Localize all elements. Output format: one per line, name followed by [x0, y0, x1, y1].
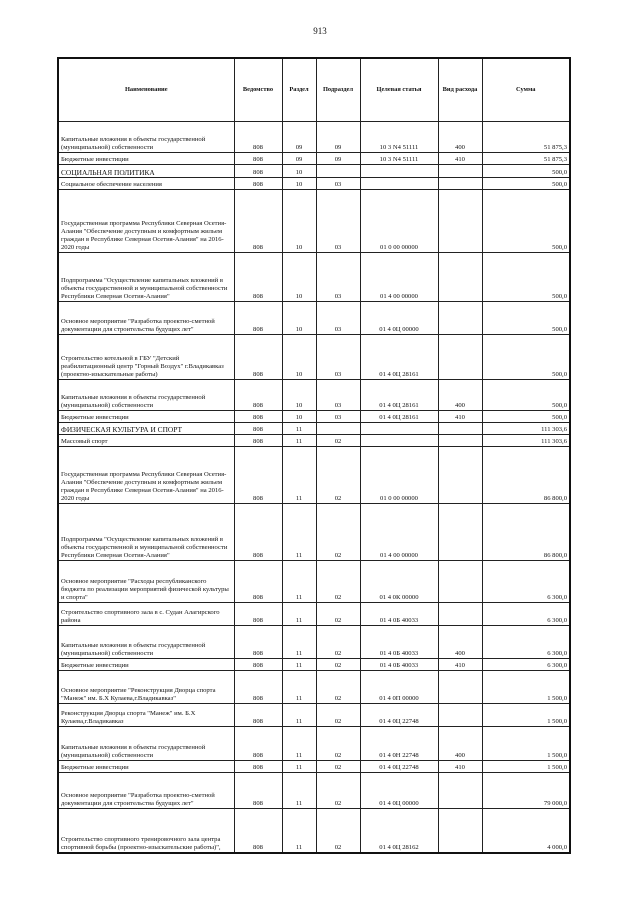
table-row — [58, 165, 570, 178]
cell-section: 10 — [282, 380, 316, 411]
cell-exp-type: 400 — [438, 380, 482, 411]
cell-target: 01 4 0Ц 00000 — [360, 773, 438, 809]
cell-amount: 1 500,0 — [482, 671, 570, 704]
cell-subsection: 09 — [316, 122, 360, 153]
cell-name: Подпрограмма "Осуществление капитальных вложений в объекты государственной и муниципальной собственности Республики Северная Осетия-Алания" — [58, 253, 234, 302]
cell-name: Бюджетные инвестиции — [58, 659, 234, 671]
cell-dept: 808 — [234, 178, 282, 190]
cell-exp-type — [438, 423, 482, 435]
cell-name: ФИЗИЧЕСКАЯ КУЛЬТУРА И СПОРТ — [58, 423, 234, 435]
cell-section: 11 — [282, 603, 316, 626]
cell-exp-type — [438, 809, 482, 854]
page-number: 913 — [313, 26, 327, 36]
cell-dept: 808 — [234, 335, 282, 380]
cell-section: 09 — [282, 153, 316, 165]
cell-dept: 808 — [234, 122, 282, 153]
table-row — [58, 504, 570, 561]
table-row — [58, 411, 570, 423]
cell-exp-type — [438, 671, 482, 704]
cell-subsection: 03 — [316, 178, 360, 190]
cell-name: Основное мероприятие "Расходы республиканского бюджета по реализации мероприятий физической культуры и спорта" — [58, 561, 234, 603]
cell-amount: 1 500,0 — [482, 761, 570, 773]
cell-exp-type — [438, 165, 482, 178]
cell-target: 01 0 00 00000 — [360, 447, 438, 504]
cell-subsection — [316, 423, 360, 435]
table-row — [58, 435, 570, 447]
cell-amount: 1 500,0 — [482, 704, 570, 727]
cell-name: Реконструкция Дворца спорта "Манеж" им. Б.Х Кулаева,г.Владикавказ — [58, 704, 234, 727]
cell-amount: 500,0 — [482, 411, 570, 423]
header-section: Раздел — [282, 58, 316, 122]
cell-dept: 808 — [234, 704, 282, 727]
cell-amount: 51 875,3 — [482, 122, 570, 153]
table-row — [58, 253, 570, 302]
cell-target — [360, 178, 438, 190]
cell-exp-type: 410 — [438, 659, 482, 671]
table-row — [58, 626, 570, 659]
cell-name: Строительство спортивного зала в с. Судан Алагирского района — [58, 603, 234, 626]
cell-dept: 808 — [234, 761, 282, 773]
cell-exp-type — [438, 561, 482, 603]
cell-target: 01 4 0Н 22748 — [360, 727, 438, 761]
header-dept: Ведомство — [234, 58, 282, 122]
table-row — [58, 423, 570, 435]
cell-name: Бюджетные инвестиции — [58, 153, 234, 165]
table-row — [58, 302, 570, 335]
cell-exp-type — [438, 178, 482, 190]
cell-exp-type: 400 — [438, 727, 482, 761]
cell-subsection: 02 — [316, 671, 360, 704]
cell-target: 01 4 0Б 40033 — [360, 626, 438, 659]
cell-exp-type — [438, 773, 482, 809]
cell-subsection: 02 — [316, 809, 360, 854]
cell-name: Строительство спортивного тренировочного зала центра спортивной борьбы (проектно-изыскательские работы)", — [58, 809, 234, 854]
cell-name: Капитальные вложения в объекты государственной (муниципальной) собственности — [58, 122, 234, 153]
cell-exp-type: 410 — [438, 411, 482, 423]
table-row — [58, 603, 570, 626]
cell-name: Капитальные вложения в объекты государственной (муниципальной) собственности — [58, 626, 234, 659]
cell-subsection: 02 — [316, 704, 360, 727]
cell-section: 10 — [282, 335, 316, 380]
cell-section: 10 — [282, 178, 316, 190]
cell-section: 11 — [282, 504, 316, 561]
cell-amount: 500,0 — [482, 190, 570, 253]
cell-dept: 808 — [234, 626, 282, 659]
cell-exp-type — [438, 504, 482, 561]
cell-section: 11 — [282, 773, 316, 809]
table-row — [58, 809, 570, 854]
cell-amount: 500,0 — [482, 165, 570, 178]
cell-name: Государственная программа Республики Северная Осетия-Алания "Обеспечение доступным и комфортным жильем граждан в Республике Северная Осетия-Алания" на 2016-2020 годы — [58, 447, 234, 504]
cell-amount: 86 800,0 — [482, 447, 570, 504]
table-row — [58, 773, 570, 809]
cell-exp-type — [438, 603, 482, 626]
cell-dept: 808 — [234, 773, 282, 809]
cell-amount: 6 300,0 — [482, 561, 570, 603]
cell-subsection: 02 — [316, 773, 360, 809]
cell-dept: 808 — [234, 435, 282, 447]
cell-section: 11 — [282, 626, 316, 659]
cell-exp-type — [438, 253, 482, 302]
header-target: Целевая статья — [360, 58, 438, 122]
cell-subsection: 02 — [316, 659, 360, 671]
cell-subsection: 03 — [316, 190, 360, 253]
cell-name: Основное мероприятие "Реконструкция Дворца спорта "Манеж" им. Б.Х Кулаева,г.Владикавказ" — [58, 671, 234, 704]
cell-dept: 808 — [234, 603, 282, 626]
cell-section: 11 — [282, 423, 316, 435]
cell-target: 01 4 0Ц 28161 — [360, 411, 438, 423]
cell-section: 11 — [282, 727, 316, 761]
cell-name: Социальное обеспечение населения — [58, 178, 234, 190]
cell-dept: 808 — [234, 253, 282, 302]
table-row — [58, 380, 570, 411]
cell-dept: 808 — [234, 380, 282, 411]
cell-exp-type: 410 — [438, 761, 482, 773]
cell-target: 01 4 0Ц 22748 — [360, 704, 438, 727]
cell-subsection: 02 — [316, 603, 360, 626]
cell-target — [360, 165, 438, 178]
cell-section: 11 — [282, 704, 316, 727]
cell-name: Капитальные вложения в объекты государственной (муниципальной) собственности — [58, 380, 234, 411]
cell-name: СОЦИАЛЬНАЯ ПОЛИТИКА — [58, 165, 234, 178]
header-exp-type: Вид расхода — [438, 58, 482, 122]
cell-section: 11 — [282, 671, 316, 704]
cell-dept: 808 — [234, 727, 282, 761]
cell-amount: 500,0 — [482, 253, 570, 302]
cell-subsection: 02 — [316, 435, 360, 447]
cell-exp-type — [438, 302, 482, 335]
cell-target: 01 4 0Ц 28161 — [360, 335, 438, 380]
table-row — [58, 704, 570, 727]
cell-dept: 808 — [234, 671, 282, 704]
cell-target: 01 4 00 00000 — [360, 253, 438, 302]
header-row — [58, 58, 570, 122]
cell-exp-type: 400 — [438, 122, 482, 153]
cell-target: 01 4 0Ц 28161 — [360, 380, 438, 411]
cell-section: 11 — [282, 761, 316, 773]
cell-target — [360, 423, 438, 435]
table-row — [58, 659, 570, 671]
cell-amount: 111 303,6 — [482, 435, 570, 447]
cell-target — [360, 435, 438, 447]
table-row — [58, 761, 570, 773]
table-row — [58, 190, 570, 253]
table-row — [58, 122, 570, 153]
cell-name: Строительство котельной в ГБУ "Детский реабилитационный центр "Горный Воздух" г.Владикавказ (проектно-изыскательные работы) — [58, 335, 234, 380]
cell-subsection — [316, 165, 360, 178]
table-row — [58, 335, 570, 380]
cell-subsection: 03 — [316, 380, 360, 411]
cell-section: 11 — [282, 447, 316, 504]
cell-target: 01 0 00 00000 — [360, 190, 438, 253]
header-name: Наименование — [58, 58, 234, 122]
cell-section: 10 — [282, 165, 316, 178]
cell-target: 01 4 0Б 40033 — [360, 659, 438, 671]
cell-subsection: 03 — [316, 302, 360, 335]
cell-exp-type: 400 — [438, 626, 482, 659]
cell-amount: 500,0 — [482, 178, 570, 190]
cell-subsection: 02 — [316, 447, 360, 504]
cell-subsection: 02 — [316, 626, 360, 659]
cell-section: 11 — [282, 809, 316, 854]
cell-name: Массовый спорт — [58, 435, 234, 447]
cell-dept: 808 — [234, 423, 282, 435]
cell-amount: 4 000,0 — [482, 809, 570, 854]
cell-section: 11 — [282, 561, 316, 603]
cell-amount: 6 300,0 — [482, 626, 570, 659]
cell-subsection: 02 — [316, 561, 360, 603]
table-row — [58, 727, 570, 761]
cell-dept: 808 — [234, 504, 282, 561]
cell-exp-type — [438, 190, 482, 253]
cell-amount: 500,0 — [482, 380, 570, 411]
cell-name: Основное мероприятие "Разработка проектно-сметной документации для строительства будущих лет" — [58, 773, 234, 809]
cell-exp-type — [438, 435, 482, 447]
cell-amount: 51 875,3 — [482, 153, 570, 165]
cell-target: 01 4 00 00000 — [360, 504, 438, 561]
cell-name: Бюджетные инвестиции — [58, 411, 234, 423]
cell-amount: 6 300,0 — [482, 659, 570, 671]
cell-target: 10 3 N4 51111 — [360, 122, 438, 153]
cell-subsection: 03 — [316, 335, 360, 380]
cell-subsection: 02 — [316, 761, 360, 773]
cell-name: Государственная программа Республики Северная Осетия-Алания "Обеспечение доступным и комфортным жильем граждан в Республике Северная Осетия-Алания" на 2016-2020 годы — [58, 190, 234, 253]
table-row — [58, 447, 570, 504]
cell-target: 01 4 0Ц 00000 — [360, 302, 438, 335]
header-amount: Сумма — [482, 58, 570, 122]
cell-target: 01 4 0К 00000 — [360, 561, 438, 603]
cell-section: 11 — [282, 659, 316, 671]
cell-subsection: 02 — [316, 504, 360, 561]
table-row — [58, 671, 570, 704]
cell-section: 10 — [282, 253, 316, 302]
cell-amount: 111 303,6 — [482, 423, 570, 435]
cell-section: 10 — [282, 411, 316, 423]
table-row — [58, 178, 570, 190]
cell-target: 01 4 0Б 40033 — [360, 603, 438, 626]
cell-subsection: 09 — [316, 153, 360, 165]
cell-dept: 808 — [234, 659, 282, 671]
cell-dept: 808 — [234, 302, 282, 335]
cell-section: 10 — [282, 302, 316, 335]
cell-dept: 808 — [234, 809, 282, 854]
cell-dept: 808 — [234, 411, 282, 423]
cell-subsection: 02 — [316, 727, 360, 761]
cell-dept: 808 — [234, 561, 282, 603]
table-row — [58, 153, 570, 165]
cell-target: 01 4 0Ц 28162 — [360, 809, 438, 854]
cell-exp-type — [438, 335, 482, 380]
cell-section: 11 — [282, 435, 316, 447]
cell-name: Капитальные вложения в объекты государственной (муниципальной) собственности — [58, 727, 234, 761]
cell-amount: 500,0 — [482, 302, 570, 335]
cell-dept: 808 — [234, 447, 282, 504]
cell-exp-type — [438, 704, 482, 727]
cell-subsection: 03 — [316, 253, 360, 302]
budget-table — [57, 57, 571, 854]
cell-dept: 808 — [234, 153, 282, 165]
cell-amount: 79 000,0 — [482, 773, 570, 809]
cell-name: Бюджетные инвестиции — [58, 761, 234, 773]
cell-section: 10 — [282, 190, 316, 253]
cell-dept: 808 — [234, 190, 282, 253]
cell-amount: 1 500,0 — [482, 727, 570, 761]
cell-section: 09 — [282, 122, 316, 153]
cell-exp-type: 410 — [438, 153, 482, 165]
cell-target: 10 3 N4 51111 — [360, 153, 438, 165]
cell-amount: 500,0 — [482, 335, 570, 380]
cell-amount: 86 800,0 — [482, 504, 570, 561]
cell-name: Подпрограмма "Осуществление капитальных вложений в объекты государственной и муниципальной собственности Республики Северная Осетия-Алания" — [58, 504, 234, 561]
table-row — [58, 561, 570, 603]
header-subsection: Подраздел — [316, 58, 360, 122]
cell-target: 01 4 0Ц 22748 — [360, 761, 438, 773]
cell-name: Основное мероприятие "Разработка проектно-сметной документации для строительства будущих лет" — [58, 302, 234, 335]
cell-subsection: 03 — [316, 411, 360, 423]
cell-exp-type — [438, 447, 482, 504]
cell-dept: 808 — [234, 165, 282, 178]
cell-target: 01 4 0П 00000 — [360, 671, 438, 704]
cell-amount: 6 300,0 — [482, 603, 570, 626]
